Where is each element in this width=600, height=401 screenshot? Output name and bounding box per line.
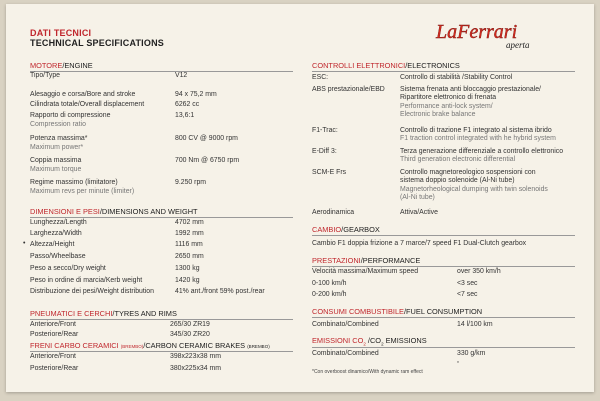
- performance-row-value: over 350 km/h: [457, 268, 501, 275]
- electronics-row-label: SCM-E Frs: [312, 169, 347, 176]
- emissions-footnote-mark: *: [457, 361, 459, 367]
- electronics-row-line: Controllo magnetoreologico sospensioni con: [400, 169, 536, 176]
- dimensions-section-title: DIMENSIONI E PESI/DIMENSIONS AND WEIGHT: [30, 207, 293, 218]
- dimensions-row-label: Altezza/Height: [30, 241, 75, 248]
- electronics-row-label: ESC:: [312, 74, 329, 81]
- engine-row-label: Cilindrata totale/Overall displacement: [30, 101, 145, 108]
- dimensions-row-label: Lunghezza/Length: [30, 219, 87, 226]
- dimensions-row-value: 1116 mm: [175, 241, 203, 248]
- brakes-row-value: 380x225x34 mm: [170, 365, 221, 372]
- performance-row-label: Velocità massima/Maximum speed: [312, 268, 419, 275]
- dimensions-row-label: Peso a secco/Dry weight: [30, 265, 106, 272]
- electronics-row-subline: Performance anti-lock system/: [400, 102, 493, 110]
- electronics-section-title: CONTROLLI ELETTRONICI/ELECTRONICS: [312, 61, 575, 72]
- electronics-row-subline: F1 traction control integrated with he hybrid system: [400, 135, 556, 143]
- electronics-row-subline: Electronic brake balance: [400, 111, 476, 119]
- dimensions-row-value: 1300 kg: [175, 265, 200, 272]
- brakes-section-title: FRENI CARBO CERAMICI (BREMBO)/CARBON CERAMIC BRAKES (BREMBO): [30, 341, 293, 352]
- tyres-row-label: Posteriore/Rear: [30, 331, 79, 338]
- electronics-row-line: Controllo di stabilità /Stability Control: [400, 74, 513, 81]
- header-title-en: TECHNICAL SPECIFICATIONS: [30, 38, 164, 48]
- engine-row-value: 9.250 rpm: [175, 179, 207, 186]
- tyres-row-value: 345/30 ZR20: [170, 331, 210, 338]
- engine-row-label: Regime massimo (limitatore): [30, 179, 118, 186]
- electronics-row-value: [400, 209, 438, 217]
- dimensions-row-value: 4702 mm: [175, 219, 204, 226]
- electronics-row-label: ABS prestazionale/EBD: [312, 86, 385, 93]
- dimensions-row-label: Passo/Wheelbase: [30, 253, 86, 260]
- dimensions-row-value: 2650 mm: [175, 253, 204, 260]
- electronics-row-line: Sistema frenata anti bloccaggio prestazionale/: [400, 86, 541, 93]
- engine-row-label: Rapporto di compressione: [30, 112, 111, 119]
- electronics-row-label: Aerodinamica: [312, 209, 355, 216]
- laferrari-logo: [432, 18, 582, 52]
- emissions-section-title: EMISSIONI $CO_2$ $/CO_2$ EMISSIONS: [312, 336, 575, 348]
- engine-row-value: 13,6:1: [175, 112, 195, 119]
- tyres-row-value: 265/30 ZR19: [170, 321, 210, 328]
- fuel-label: Combinato/Combined: [312, 321, 379, 328]
- logo-main-text: LaFerrari: [436, 21, 518, 43]
- electronics-row-value: [400, 74, 512, 82]
- performance-row-value: <3 sec: [457, 280, 478, 287]
- engine-row-label: Potenza massima*: [30, 135, 88, 142]
- brakes-row-value: 398x223x38 mm: [170, 353, 221, 360]
- footnote: *Con overboost dinamico/With dynamic ram effect: [312, 369, 423, 375]
- engine-row-sublabel: Maximum revs per minute (limiter): [30, 188, 135, 195]
- electronics-row-value: [400, 169, 548, 203]
- gearbox-section-title: CAMBIO/GEARBOX: [312, 225, 575, 236]
- dimensions-row-label: Distribuzione dei pesi/Weight distribution: [30, 288, 154, 295]
- electronics-row-line: sistema doppio solenoide (Al-Ni tube): [400, 177, 515, 185]
- electronics-row-value: [400, 127, 556, 144]
- dimensions-row-label: Peso in ordine di marcia/Kerb weight: [30, 277, 143, 284]
- performance-section-title: PRESTAZIONI/PERFORMANCE: [312, 256, 575, 267]
- engine-row-value: 6262 cc: [175, 101, 200, 108]
- engine-row-label: Coppia massima: [30, 157, 82, 164]
- electronics-row-line: Terza generazione differenziale a controllo elettronico: [400, 148, 564, 155]
- fuel-section-title: CONSUMI COMBUSTIBILE/FUEL CONSUMPTION: [312, 307, 575, 318]
- engine-row-sublabel: Maximum torque: [30, 166, 82, 173]
- emissions-label: Combinato/Combined: [312, 350, 379, 357]
- dimensions-row-value: 1420 kg: [175, 277, 200, 284]
- fuel-value: 14 l/100 km: [457, 321, 493, 328]
- engine-row-value: V12: [175, 72, 188, 79]
- engine-row-value: 94 x 75,2 mm: [175, 91, 217, 98]
- engine-row-sublabel: Compression ratio: [30, 121, 86, 128]
- brakes-row-label: Posteriore/Rear: [30, 365, 79, 372]
- electronics-row-line: Ripartitore elettronico di frenata: [400, 94, 497, 102]
- electronics-row-subline: Magnetorheological dumping with twin solenoids: [400, 185, 548, 193]
- logo-sub-text: aperta: [506, 40, 530, 50]
- engine-row-sublabel: Maximum power*: [30, 144, 84, 151]
- electronics-row-line: Controllo di trazione F1 integrato al sistema ibrido: [400, 127, 552, 134]
- brakes-row-label: Anteriore/Front: [30, 353, 76, 360]
- tyres-row-label: Anteriore/Front: [30, 321, 76, 328]
- electronics-row-value: [400, 148, 563, 165]
- electronics-row-line: Attiva/Active: [400, 209, 438, 216]
- electronics-row-label: F1-Trac:: [312, 127, 338, 134]
- engine-row-value: 800 CV @ 9000 rpm: [175, 135, 238, 142]
- gearbox-text: Cambio F1 doppia frizione a 7 marce/7 speed F1 Dual-Clutch gearbox: [312, 240, 527, 247]
- electronics-row-subline: (Al-Ni tube): [400, 194, 435, 202]
- dimensions-row-value: 1992 mm: [175, 230, 204, 237]
- engine-row-label: Alesaggio e corsa/Bore and stroke: [30, 91, 136, 98]
- performance-row-value: <7 sec: [457, 291, 478, 298]
- performance-row-label: 0-200 km/h: [312, 291, 347, 298]
- engine-row-label: Tipo/Type: [30, 72, 61, 79]
- performance-row-label: 0-100 km/h: [312, 280, 347, 287]
- dimensions-row-value: 41% ant./front 59% post./rear: [175, 288, 265, 295]
- engine-section-title: MOTORE/ENGINE: [30, 61, 293, 72]
- electronics-row-subline: Third generation electronic differential: [400, 156, 516, 164]
- electronics-row-label: E-Diff 3:: [312, 148, 337, 155]
- emissions-value: 330 g/km: [457, 350, 486, 357]
- dimensions-row-label: Larghezza/Width: [30, 230, 82, 237]
- header-title-it: DATI TECNICI: [30, 28, 92, 38]
- electronics-row-value: [400, 86, 541, 120]
- bullet-mark: •: [23, 240, 26, 247]
- engine-row-value: 700 Nm @ 6750 rpm: [175, 157, 240, 164]
- tyres-section-title: PNEUMATICI E CERCHI/TYRES AND RIMS: [30, 309, 293, 320]
